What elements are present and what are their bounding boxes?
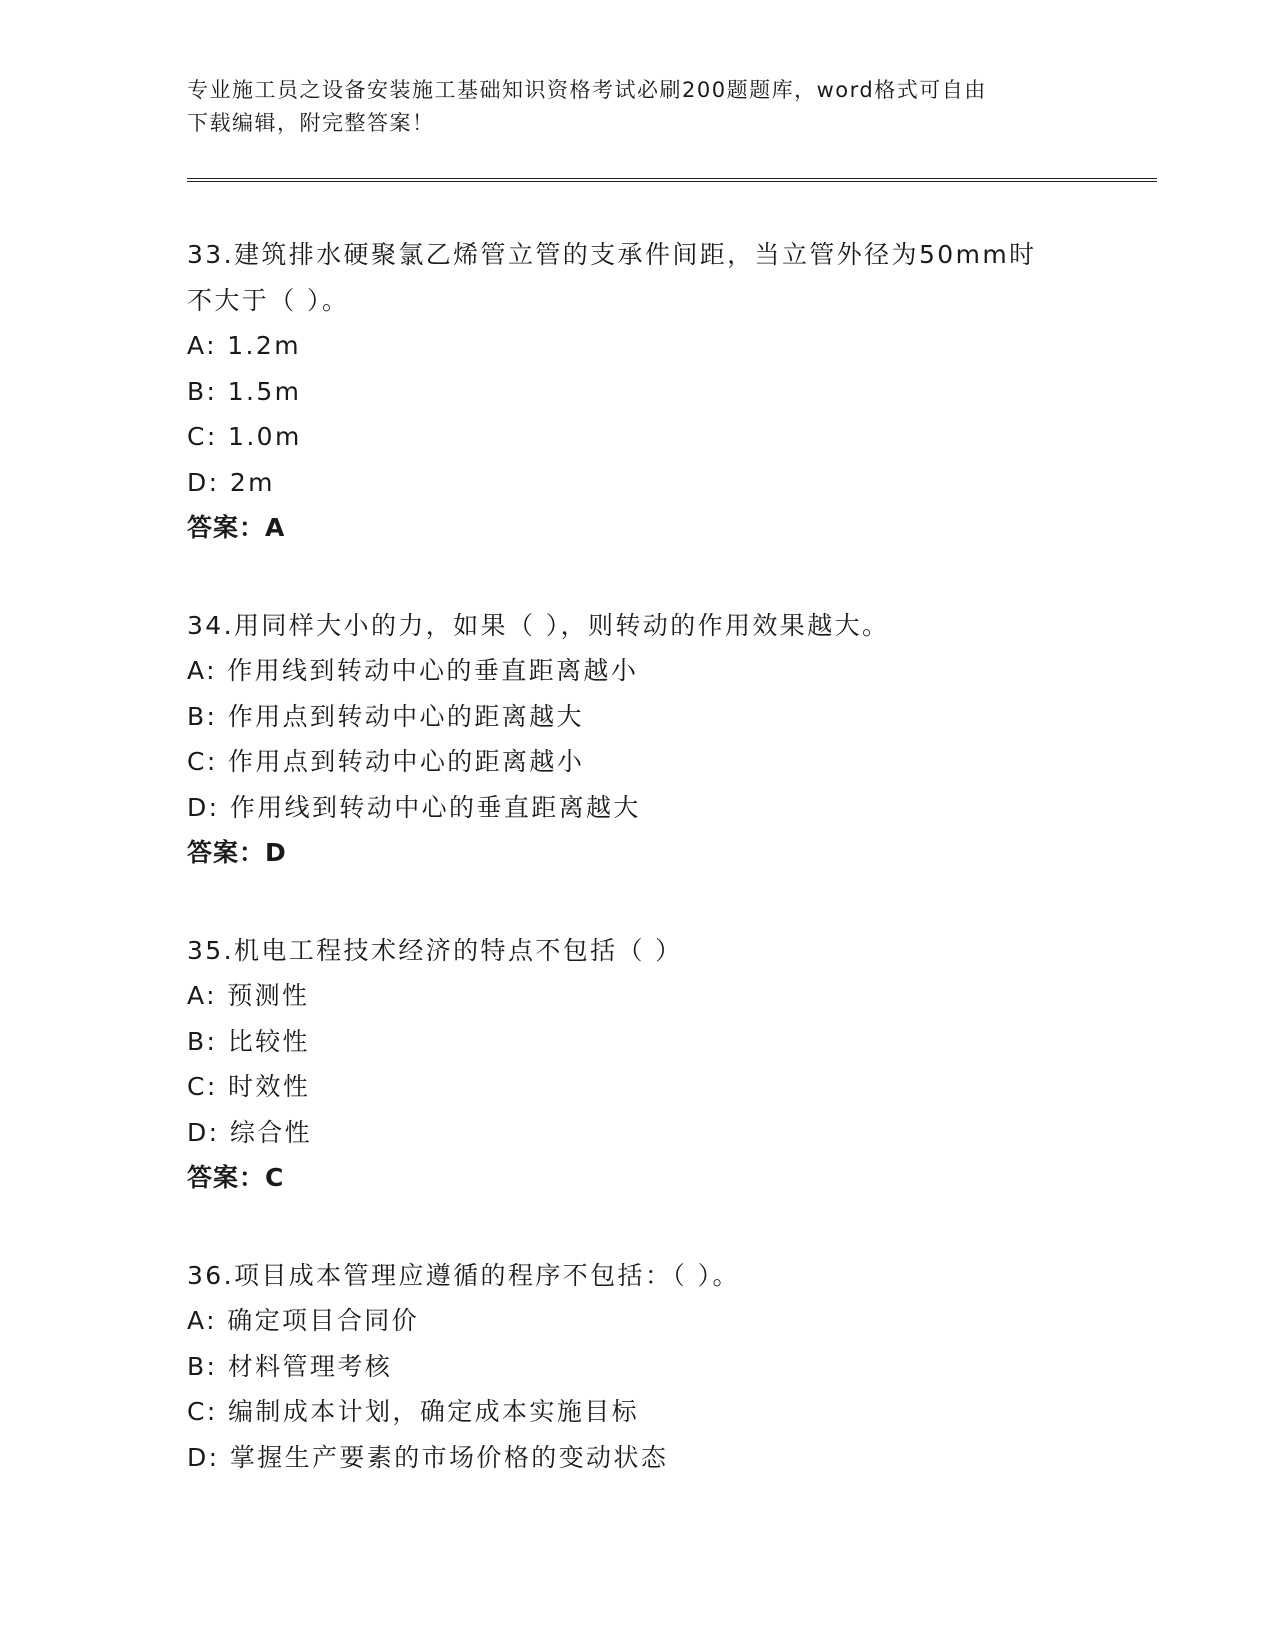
option-c: C: 1.0m [187,422,302,451]
option-b: B: 1.5m [187,376,302,406]
header-line-2: 下载编辑，附完整答案！ [187,111,435,135]
option-c: C: 编制成本计划，确定成本实施目标 [187,1397,640,1426]
option-d: D: 综合性 [187,1117,313,1147]
option-a: A: 确定项目合同价 [187,1306,420,1335]
option-b: B: 作用点到转动中心的距离越大 [187,701,584,731]
question-34 [187,603,1157,876]
question-33 [187,232,1157,551]
option-a: A: 作用线到转动中心的垂直距离越小 [187,656,639,685]
question-list [187,232,1157,1532]
question-36 [187,1253,1157,1481]
option-b: B: 比较性 [187,1026,310,1056]
option-c: C: 时效性 [187,1072,311,1101]
answer-line: 答案：A [187,513,286,542]
header-line-1: 专业施工员之设备安装施工基础知识资格考试必刷200题题库，word格式可自由 [187,78,987,102]
answer-line: 答案：D [187,838,287,867]
option-a: A: 1.2m [187,331,301,360]
option-a: A: 预测性 [187,981,310,1010]
answer-line: 答案：C [187,1163,285,1192]
option-b: B: 材料管理考核 [187,1351,393,1381]
question-stem-line: 34.用同样大小的力，如果（ ），则转动的作用效果越大。 [187,610,890,640]
document-page [187,0,1157,1650]
option-c: C: 作用点到转动中心的距离越小 [187,747,585,776]
question-35 [187,928,1157,1201]
option-d: D: 2m [187,467,275,497]
question-stem-line: 33.建筑排水硬聚氯乙烯管立管的支承件间距，当立管外径为50mm时 [187,240,1037,269]
option-d: D: 作用线到转动中心的垂直距离越大 [187,792,641,822]
option-d: D: 掌握生产要素的市场价格的变动状态 [187,1442,669,1472]
question-stem-line: 35.机电工程技术经济的特点不包括（ ） [187,935,683,965]
question-stem-line: 不大于（ ）。 [187,285,350,315]
question-stem-line: 36.项目成本管理应遵循的程序不包括：（ ）。 [187,1260,740,1290]
header-divider [187,178,1157,182]
document-header [187,74,1087,140]
